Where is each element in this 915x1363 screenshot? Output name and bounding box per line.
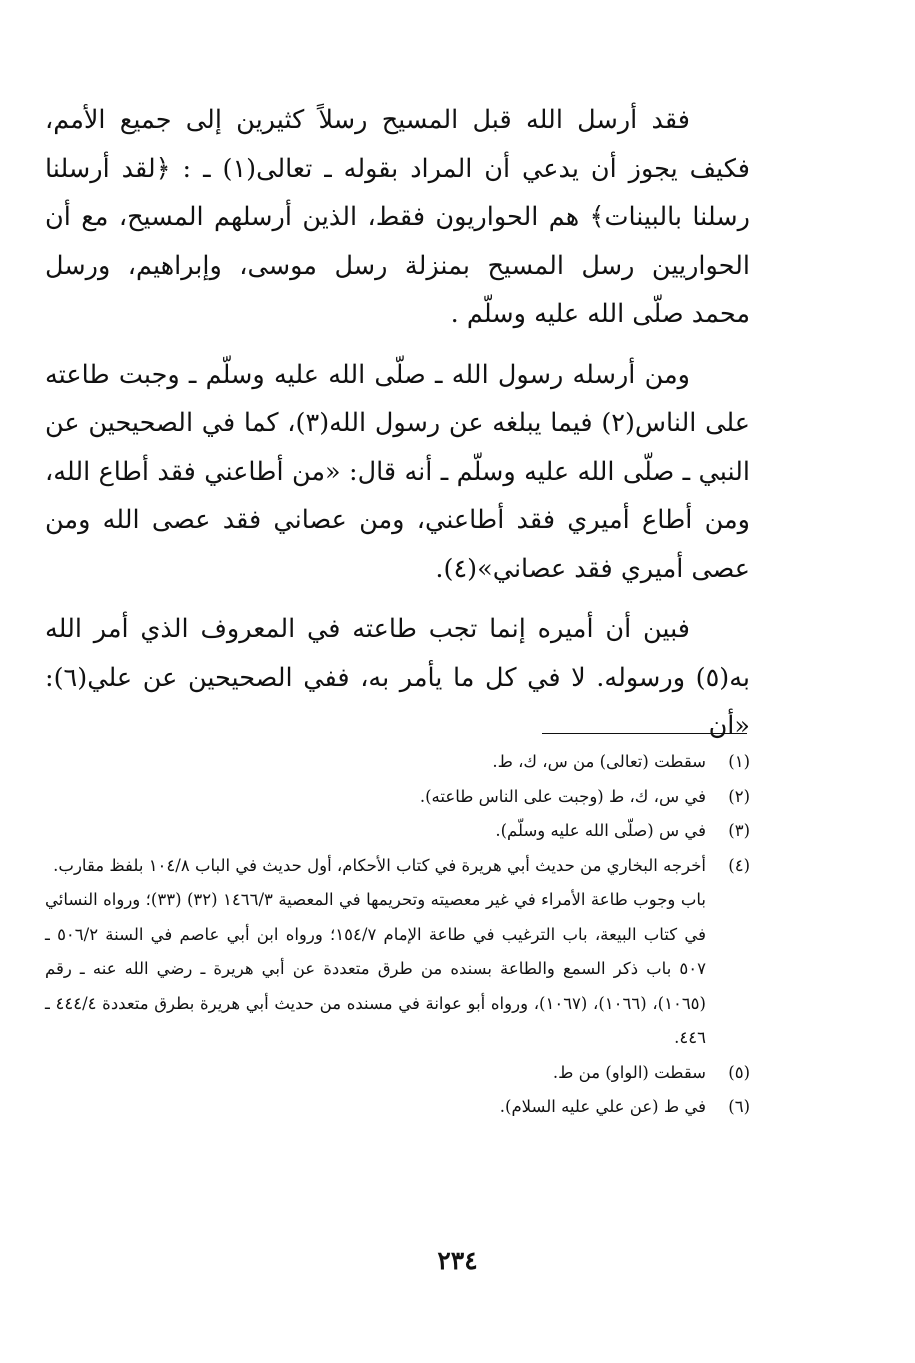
footnote-text: في س، ك، ط (وجبت على الناس طاعته).	[419, 786, 706, 806]
footnote-4-continuation: باب وجوب طاعة الأمراء في غير معصيته وتحريمها في المعصية ١٤٦٦/٣ (٣٢) (٣٣)؛ ورواه النسائي في كتاب البيعة، باب الترغيب في طاعة الإمام ١٥٤/٧؛ ورواه ابن أبي عاصم في السنة ٥٠٦/٢ ـ ٥٠٧ باب ذكر السمع والطاعة بسنده من طرق متعددة عن أبي هريرة ـ رضي الله عنه ـ رقم (١٠٦٥)، (١٠٦٦)، (١٠٦٧)، ورواه أبو عوانة في مسنده من حديث أبي هريرة بطرق متعددة ٤٤٤/٤ ـ ٤٤٦.	[45, 890, 706, 1047]
footnote-3	[45, 814, 750, 849]
footnote-separator	[542, 733, 747, 734]
footnote-text: سقطت (الواو) من ط.	[552, 1062, 706, 1082]
footnote-text: في س (صلّى الله عليه وسلّم).	[495, 821, 706, 840]
paragraph-2: ومن أرسله رسول الله ـ صلّى الله عليه وسلّم ـ وجبت طاعته على الناس(٢) فيما يبلغه عن رسول الله(٣)، كما في الصحيحين عن النبي ـ صلّى الله عليه وسلّم ـ أنه قال: «من أطاعني فقد أطاع الله، ومن أطاع أميري فقد أطاعني، ومن عصاني فقد عصى الله ومن عصى أميري فقد عصاني»(٤).	[45, 359, 750, 584]
page-number: ٢٣٤	[437, 1246, 478, 1275]
footnote-number: (١)	[728, 752, 750, 771]
footnote-text: سقطت (تعالى) من س، ك، ط.	[492, 752, 706, 771]
footnote-text: في ط (عن علي عليه السلام).	[499, 1097, 706, 1116]
footnote-5	[45, 1056, 750, 1091]
footnote-number: (٣)	[728, 821, 750, 840]
footnote-1	[45, 745, 750, 780]
footnote-4	[45, 849, 750, 884]
footnote-6	[45, 1090, 750, 1125]
paragraph-1: فقد أرسل الله قبل المسيح رسلاً كثيرين إلى جميع الأمم، فكيف يجوز أن يدعي أن المراد بقوله ـ تعالى(١) ـ : ﴿لقد أرسلنا رسلنا بالبينات﴾ هم الحواريون فقط، الذين أرسلهم المسيح، مع أن الحواريين رسل المسيح بمنزلة رسل موسى، وإبراهيم، ورسل محمد صلّى الله عليه وسلّم .	[45, 105, 750, 329]
main-text	[45, 96, 750, 763]
footnote-text: أخرجه البخاري من حديث أبي هريرة في كتاب الأحكام، أول حديث في الباب ١٠٤/٨ بلفظ مقارب.	[53, 855, 706, 875]
footnote-number: (٥)	[728, 1062, 750, 1082]
footnote-number: (٦)	[728, 1097, 750, 1116]
footnote-number: (٤)	[728, 855, 750, 875]
footnote-2	[45, 780, 750, 815]
footnotes	[45, 745, 750, 1125]
paragraph-3: فبين أن أميره إنما تجب طاعته في المعروف الذي أمر الله به(٥) ورسوله. لا في كل ما يأمر به، ففي الصحيحين عن علي(٦): «أن	[45, 614, 750, 741]
footnote-number: (٢)	[728, 786, 750, 806]
